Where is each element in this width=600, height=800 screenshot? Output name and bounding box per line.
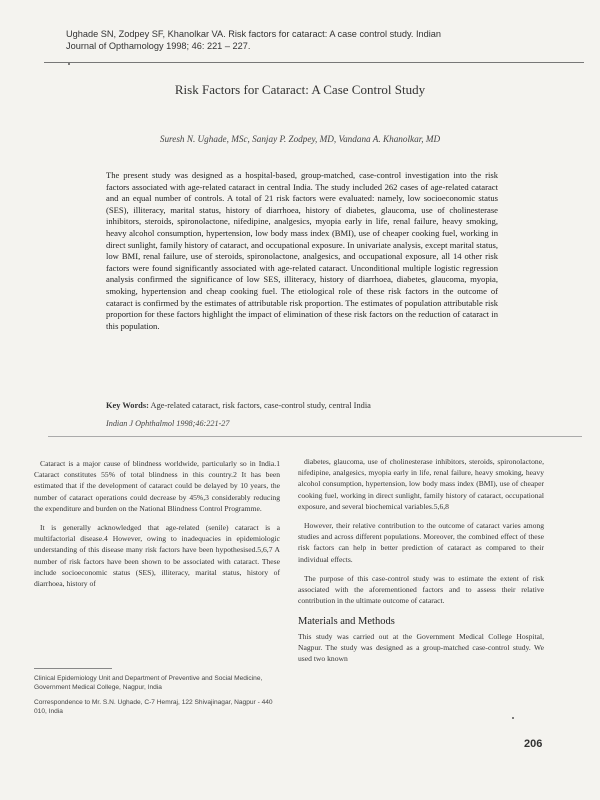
body-paragraph: However, their relative contribution to the outcome of cataract varies among studies and across different populations. Moreover, the combined effect of these risk factors can help in better prediction of cataract as compared to their individual effects. <box>298 521 544 564</box>
citation-line-1: Ughade SN, Zodpey SF, Khanolkar VA. Risk factors for cataract: A case control study. Indian <box>66 29 441 39</box>
body-paragraph: Cataract is a major cause of blindness worldwide, particularly so in India.1 Cataract constitutes 55% of total blindness in this country.2 It has been estimated that if the development of cataract could be delayed by 10 years, the number of cataract operations could decrease by 45%,3 considerably reducing the expenditure and burden on the National Blindness Control Programme. <box>34 459 280 513</box>
body-paragraph: diabetes, glaucoma, use of cholinesterase inhibitors, steroids, spironolactone, nifedipine, analgesics, myopia early in life, renal failure, heavy smoking, heavy alcohol consumption, hypertension, low body mass index (BMI), use of cheaper cooking fuel, working in direct sunlight, family history of cataract, occupational exposure, and several biochemical variables.5,6,8 <box>298 457 544 511</box>
scan-speck <box>68 63 70 65</box>
scan-speck <box>512 717 514 719</box>
section-heading-methods: Materials and Methods <box>298 616 395 628</box>
header-divider <box>44 62 584 63</box>
footnotes <box>34 674 280 722</box>
article-title: Risk Factors for Cataract: A Case Control Study <box>174 82 426 97</box>
citation-line-2: Journal of Opthamology 1998; 46: 221 – 227. <box>66 41 251 51</box>
footnote-affiliation: Clinical Epidemiology Unit and Department of Preventive and Social Medicine, Government Medical College, Nagpur, India <box>34 675 263 692</box>
body-column-right <box>298 456 544 672</box>
journal-reference: Indian J Ophthalmol 1998;46:221-27 <box>106 419 230 428</box>
body-column-left <box>34 458 280 597</box>
footnote-correspondence: Correspondence to Mr. S.N. Ughade, C-7 Hemraj, 122 Shivajinagar, Nagpur - 440 010, India <box>34 698 273 716</box>
body-paragraph: The purpose of this case-control study was to estimate the extent of risk associated with the aforementioned factors and to assess their relative contribution in the ultimate outcome of cataract. <box>298 573 544 606</box>
page-number: 206 <box>524 738 543 750</box>
body-paragraph: It is generally acknowledged that age-related (senile) cataract is a multifactorial disease.4 However, owing to inadequacies in epidemiologic understanding of this disease many risk factors have been hypothesised.5,6,7 A number of risk factors have been shown to be associated with cataract. These include socioeconomic status (SES), illiteracy, marital status, history of diarrhoea, history of <box>34 523 280 589</box>
keywords-text: Age-related cataract, risk factors, case-control study, central India <box>150 401 371 410</box>
keywords-label: Key Words: <box>106 401 149 410</box>
abstract: The present study was designed as a hospital-based, group-matched, case-control investigation into the risk factors associated with age-related cataract in central India. The study included 262 cases of age-related cataract and an equal number of controls. A total of 21 risk factors were evaluated: namely, low socioeconomic status (SES), illiteracy, marital status, history of diarrhoea, history of diabetes, glaucoma, use of cholinesterase inhibitors, steroids, spironolactone, nifedipine, analgesics, myopia early in life, renal failure, heavy smoking, heavy alcohol consumption, hypertension, low body mass index (BMI), use of cheaper cooking fuel, working in direct sunlight, family history of cataract, and occupational exposure. In univariate analysis, except marital status, low BMI, renal failure, use of steroids, spironolactone, analgesics, and occupational exposure, all 14 other risk factors were found significantly associated with age-related cataract. Unconditional multiple logistic regression analysis confirmed the significance of low SES, illiteracy, history of diarrhoea, diabetes, glaucoma, myopia, smoking, hypertension and cheap cooking fuel. The etiological role of these risk factors in the outcome of cataract is confirmed by the estimates of attributable risk proportion. The estimates of population attributable risk proportion for these factors highlight the impact of elimination of these risk factors on the reduction of cataract in this population. <box>106 170 498 331</box>
abstract-divider <box>48 436 582 437</box>
body-paragraph: This study was carried out at the Government Medical College Hospital, Nagpur. The study was designed as a group-matched case-control study. We used two known <box>298 631 544 664</box>
footnote-divider <box>34 668 112 669</box>
keywords <box>106 401 506 410</box>
article-authors: Suresh N. Ughade, MSc, Sanjay P. Zodpey, MD, Vandana A. Khanolkar, MD <box>159 134 441 144</box>
citation-header <box>66 28 546 52</box>
